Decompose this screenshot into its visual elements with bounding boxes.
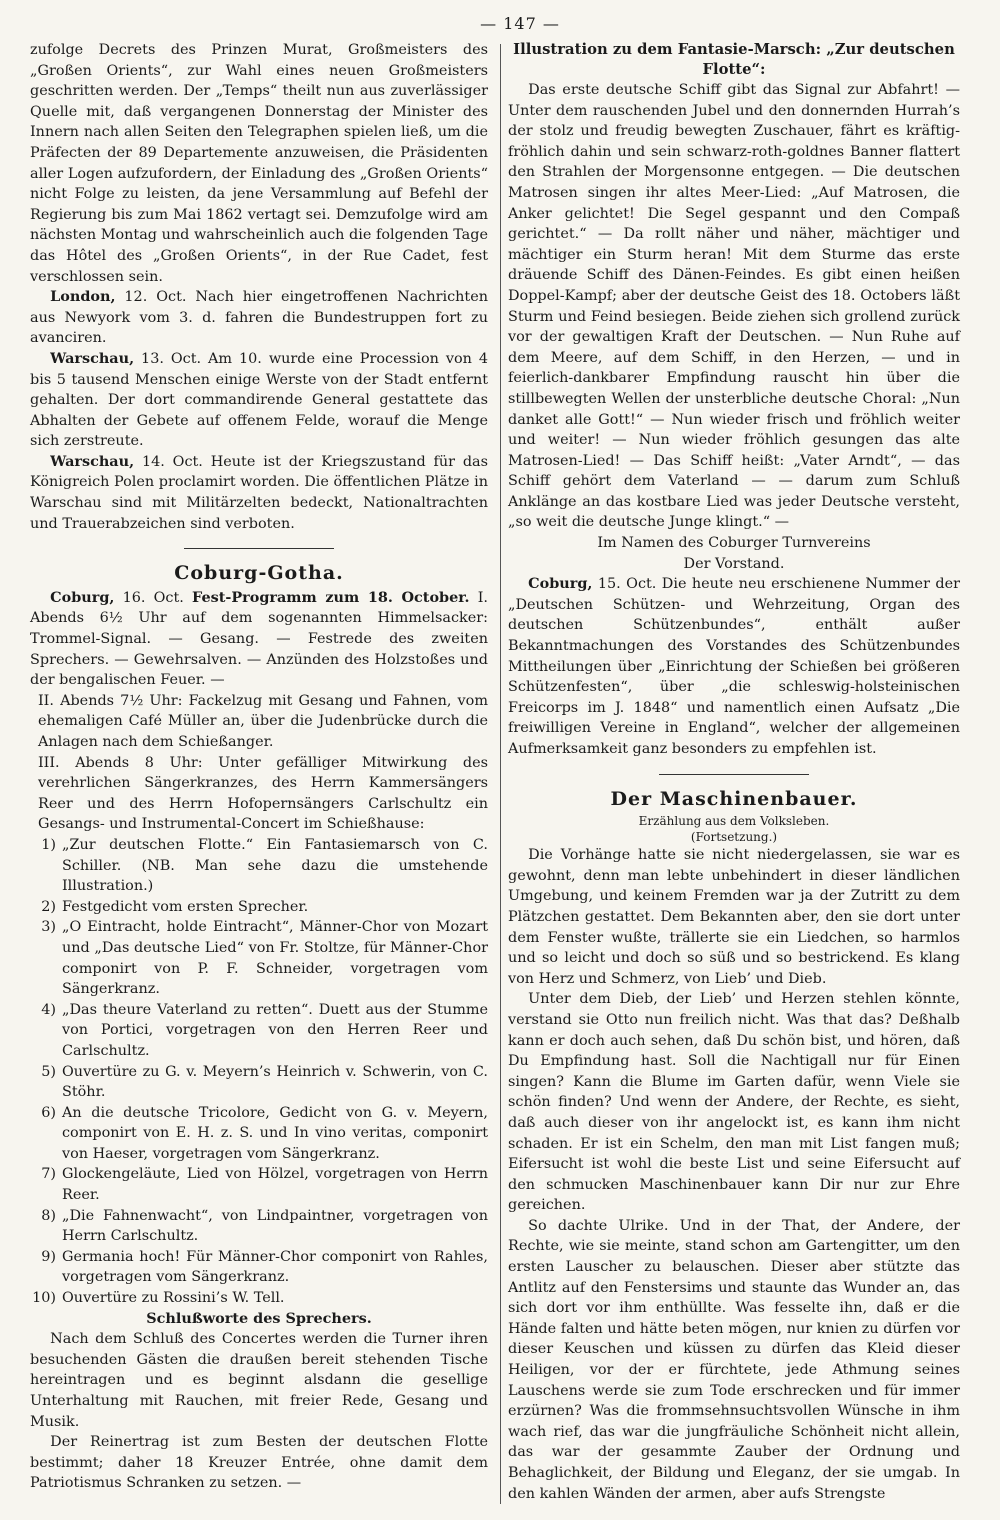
warschau-report-2 [30, 452, 488, 534]
section-divider [184, 548, 334, 549]
report-text: 13. Oct. Am 10. wurde eine Procession von 4 bis 5 tausend Menschen einige Werste von der Stadt entfernt gehalten. Der dort commandirende General gestattete das Abhalten der Gebete auf offenem Felde, worauf die Menge sich zerstreute. [30, 350, 488, 450]
story-paragraph: Die Vorhänge hatte sie nicht niedergelassen, sie war es gewohnt, denn man lebte unbehindert in dieser ländlichen Umgebung, und keinem Fremden war ja der Zutritt zu dem Plätzchen gestattet. Dem Bekannten aber, den sie dort unter dem Fenster wußte, trällerte sie ein Liedchen, so harmlos und so leicht und doch so süß und so bestrickend. Es klang von Herz und Schmerz, von Lieb’ und Dieb. [508, 847, 960, 987]
right-column [508, 40, 960, 1504]
program-heading: Fest-Programm zum 18. October. [192, 588, 470, 606]
dateline-place: Warschau, [50, 349, 135, 367]
closing-words: Schlußworte des Sprechers. [146, 1309, 372, 1327]
program-item: 9) Germania hoch! Für Männer-Chor componirt von Rahles, vorgetragen vom Sängerkranz. [41, 1248, 488, 1286]
page-number: — 147 — [480, 14, 560, 33]
paris-report: zufolge Decrets des Prinzen Murat, Großmeisters des „Großen Orients“, zur Wahl eines neuen Großmeisters geschritten werden. Der „Temps“ theilt nun aus zuverlässiger Quelle mit, daß vergangenen Donnerstag der Minister des Innern nach allen Seiten den Telegraphen spielen ließ, um die Präfecten der 89 Departemente anzuweisen, die Präsidenten aller Logen aufzufordern, der Einladung des „Großen Orients“ nicht Folge zu leisten, da jene Versammlung auf Befehl der Regierung bis zum Mai 1862 vertagt sei. Demzufolge wird am nächsten Montag und wahrscheinlich auch die folgenden Tage das Hôtel des „Großen Orients“, in der Rue Cadet, fest verschlossen sein. [30, 42, 488, 285]
illustration-title: Illustration zu dem Fantasie-Marsch: „Zur deutschen Flotte“: [513, 41, 955, 78]
program-item: 2) Festgedicht vom ersten Sprecher. [41, 898, 309, 915]
story-paragraph: So dachte Ulrike. Und in der That, der Andere, der Rechte, wie sie meinte, stand schon am Gartengitter, um den ersten Lauscher zu belauschen. Dieser aber stützte das Antlitz auf den Fenstersims und staunte das Wunder an, das sich dort vor ihm enthüllte. Was fesselte ihn, daß er die Hände falten und hätte beten mögen, nur knien zu dürfen vor dieser Keuschen und küssen zu dürfen das Kleid dieser Heiligen, vor der er fürchtete, jede Athmung seines Lauschens werde sie zum Tode erschrecken und für immer erzürnen? Was die frommsehnsuchtsvollen Wünsche in ihm wach rief, das war die jungfräuliche Schönheit nicht allein, das war der gesammte Zauber der Ordnung und Behaglichkeit, der Bildung und Eleganz, der sie umgab. In den kahlen Wänden der armen, aber aufs Strengste [508, 1217, 960, 1502]
report-text: 14. Oct. Heute ist der Kriegszustand für das Königreich Polen proclamirt worden. Die öffentlichen Plätze in Warschau sind mit Militärzelten bedeckt, Nationaltrachten und Trauerabzeichen sind verboten. [30, 453, 488, 532]
london-report [30, 287, 488, 349]
signature-line-1: Im Namen des Coburger Turnvereins [597, 535, 871, 552]
report-text: 15. Oct. Die heute neu erschienene Nummer der „Deutschen Schützen- und Wehrzeitung, Organ des deutschen Schützenbundes“, enthält außer Bekanntmachungen des Vorstandes des Schützenbundes Mittheilungen über „Einrichtung der Schießen bei größeren Schützenfesten“, über „die schleswig-holsteinischen Freicorps im J. 1848“ und namentlich einen Aufsatz „Die freiwilligen Vereine in England“, welcher der allgemeinen Aufmerksamkeit ganz besonders zu empfehlen ist. [508, 576, 960, 757]
section-divider [659, 774, 809, 775]
program-item: 5) Ouvertüre zu G. v. Meyern’s Heinrich v. Schwerin, von C. Stöhr. [41, 1063, 488, 1101]
program-list [30, 835, 488, 1309]
program-part-2: II. Abends 7½ Uhr: Fackelzug mit Gesang und Fahnen, vom ehemaligen Café Müller an, über die Judenbrücke durch die Anlagen nach dem Schießanger. [38, 692, 488, 750]
coburg-report [508, 574, 960, 759]
program-item: 7) Glockengeläute, Lied von Hölzel, vorgetragen von Herrn Reer. [41, 1166, 488, 1204]
dateline-place: Coburg, [50, 588, 115, 606]
dateline-place: Warschau, [50, 452, 135, 470]
proceeds-text: Der Reinertrag ist zum Besten der deutschen Flotte bestimmt; daher 18 Kreuzer Entrée, ohne damit dem Patriotismus Schranken zu setzen. — [30, 1434, 488, 1492]
report-text: 12. Oct. Nach hier eingetroffenen Nachrichten aus Newyork vom 3. d. fahren die Bundestruppen fort zu avanciren. [30, 289, 488, 347]
section-title: Coburg-Gotha. [174, 562, 344, 585]
after-concert-text: Nach dem Schluß des Concertes werden die Turner ihren besuchenden Gästen die draußen bereit stehenden Tische hereintragen und es beginnt alsdann die gesellige Unterhaltung mit Rauchen, mit freier Rede, Gesang und Musik. [30, 1331, 488, 1430]
story-title: Der Maschinenbauer. [610, 787, 858, 810]
program-item: 6) An die deutsche Tricolore, Gedicht von G. v. Meyern, componirt von E. H. z. S. und In vino veritas, componirt von Haeser, vorgetragen vom Sängerkranz. [41, 1104, 488, 1162]
dateline-place: Coburg, [528, 575, 593, 593]
program-part-3: III. Abends 8 Uhr: Unter gefälliger Mitwirkung des verehrlichen Sängerkranzes, des Herrn Kammersängers Reer und des Herrn Hofopernsängers Carlschultz ein Gesangs- und Instrumental-Concert im Schießhause: [38, 754, 488, 833]
program-item: 1) „Zur deutschen Flotte.“ Ein Fantasiemarsch von C. Schiller. (NB. Man sehe dazu die umstehende Illustration.) [41, 836, 488, 895]
program-item: 8) „Die Fahnenwacht“, von Lindpaintner, vorgetragen von Herrn Carlschultz. [41, 1207, 488, 1245]
program-item: 3) „O Eintracht, holde Eintracht“, Männer-Chor von Mozart und „Das deutsche Lied“ von Fr. Stoltze, für Männer-Chor componirt von P. F. Schneider, vorgetragen vom Sängerkranz. [41, 919, 488, 998]
program-item: 10) Ouvertüre zu Rossini’s W. Tell. [32, 1290, 285, 1307]
dateline-place: London, [50, 288, 116, 306]
story-continuation: (Fortsetzung.) [690, 830, 778, 845]
warschau-report-1 [30, 349, 488, 452]
dateline-date: 16. Oct. [114, 589, 193, 606]
column-divider [500, 44, 501, 1504]
story-subtitle: Erzählung aus dem Volksleben. [638, 814, 830, 829]
left-column [30, 40, 488, 1494]
story-paragraph: Unter dem Dieb, der Lieb’ und Herzen stehlen könnte, verstand sie Otto nun freilich nicht. Was that das? Deßhalb kann er doch auch sehen, daß Du schön bist, und hören, daß Du Empfindung hast. Soll die Nachtigall nur für Einen singen? Kann die Blume im Garten dafür, wenn Viele sie schön finden? Und wenn der Andere, der Rechte, es sieht, daß auch dieser von ihr angelockt ist, es kann ihm nicht schaden. Er ist ein Schelm, den man mit List fangen muß; Eifersucht ist wohl die beste List und seine Eifersucht auf den schmucken Maschinenbauer kann Dir nur zur Ehre gereichen. [508, 991, 960, 1214]
coburg-program-intro [30, 588, 488, 691]
program-item: 4) „Das theure Vaterland zu retten“. Duett aus der Stumme von Portici, vorgetragen von den Herren Reer und Carlschultz. [41, 1001, 488, 1059]
signature-line-2: Der Vorstand. [683, 555, 785, 572]
illustration-text: Das erste deutsche Schiff gibt das Signal zur Abfahrt! — Unter dem rauschenden Jubel und den donnernden Hurrah’s der stolz und freudig bewegten Zuschauer, fährt es kräftig-fröhlich dahin und sein schwarz-roth-goldnes Banner flattert den Strahlen der Morgensonne entgegen. — Die deutschen Matrosen singen ihr altes Meer-Lied: „Auf Matrosen, die Anker gelichtet! Die Segel gespannt und den Compaß gerichtet.“ — Da rollt näher und näher, mächtiger und mächtiger ein Sturm heran! Mit dem Sturme das erste dräuende Schiff des Dänen-Feindes. Es gibt einen heißen Doppel-Kampf; aber der deutsche Geist des 18. Octobers läßt Sturm und Feind besiegen. Beide ziehen sich grollend zurück vor der gewaltigen Kraft der Deutschen. — Nun Ruhe auf dem Meere, auf dem Schiff, in den Herzen, — und in feierlich-dankbarer Empfindung rauscht hin über die stillbewegten Wellen der unsterbliche deutsche Choral: „Nun danket alle Gott!“ — Nun wieder frisch und fröhlich weiter und weiter! — Nun wieder fröhlich gesungen das alte Matrosen-Lied! — Das Schiff heißt: „Vater Arndt“, — das Schiff gehört dem Vaterland — — darum zum Schluß Anklänge an das kostbare Lied was jeder Deutsche versteht, „so weit die deutsche Junge klingt.“ — [508, 82, 960, 531]
program-part-1: I. Abends 6½ Uhr auf dem sogenannten Himmelsacker: Trommel-Signal. — Gesang. — Festrede des zweiten Sprechers. — Gewehrsalven. — Anzünden des Holzstoßes und der bengalischen Feuer. — [30, 589, 488, 689]
